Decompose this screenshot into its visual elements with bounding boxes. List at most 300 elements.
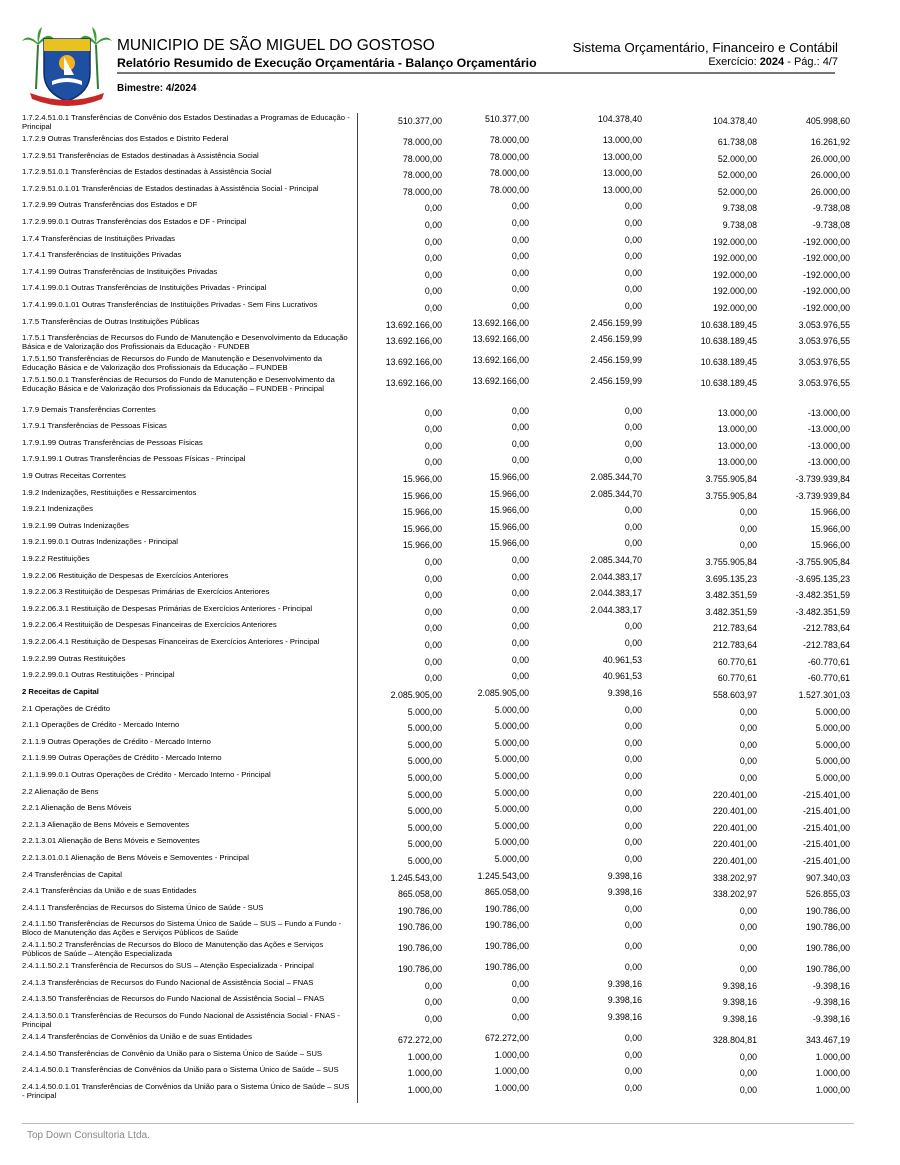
cell-initial-forecast: 5.000,00	[407, 822, 442, 833]
cell-balance: 343.467,19	[805, 1034, 850, 1045]
table-row	[22, 836, 854, 853]
cell-balance: 907.340,03	[805, 872, 850, 883]
table-row	[22, 471, 854, 488]
cell-revenue-to-date: 0,00	[739, 772, 757, 783]
row-description: 2.1.1.9 Outras Operações de Crédito - Mercado Interno	[22, 736, 211, 746]
table-row	[22, 421, 854, 438]
cell-bimester-revenue: 2.085.344,70	[590, 471, 642, 482]
cell-revenue-to-date: 0,00	[739, 943, 757, 954]
row-description: 2.4.1.1.50.2.1 Transferência de Recursos do SUS – Atenção Especializada - Principal	[22, 961, 314, 971]
cell-revenue-to-date: 192.000,00	[712, 302, 757, 313]
cell-revenue-to-date: 13.000,00	[717, 407, 757, 418]
cell-balance: -3.739.939,84	[795, 490, 850, 501]
table-row	[22, 853, 854, 870]
row-description: 2.2 Alienação de Bens	[22, 786, 99, 796]
cell-balance: 1.527.301,03	[798, 689, 850, 700]
column-divider	[357, 687, 358, 704]
cell-bimester-revenue: 0,00	[624, 704, 642, 715]
cell-initial-forecast: 0,00	[424, 557, 442, 568]
column-divider	[357, 604, 358, 621]
cell-updated-forecast: 0,00	[511, 978, 529, 989]
cell-updated-forecast: 13.692.166,00	[472, 334, 529, 345]
cell-initial-forecast: 0,00	[424, 1014, 442, 1025]
cell-bimester-revenue: 0,00	[624, 1066, 642, 1077]
cell-revenue-to-date: 9.398,16	[722, 980, 757, 991]
cell-updated-forecast: 78.000,00	[489, 134, 529, 145]
table-row	[22, 753, 854, 770]
table-row	[22, 250, 854, 267]
table-row	[22, 620, 854, 637]
cell-revenue-to-date: 0,00	[739, 739, 757, 750]
row-description: 1.9.2.2.06.3 Restituição de Despesas Primárias de Exercícios Anteriores	[22, 587, 270, 597]
cell-balance: -3.739.939,84	[795, 473, 850, 484]
cell-revenue-to-date: 61.738,08	[717, 136, 757, 147]
cell-updated-forecast: 15.966,00	[489, 471, 529, 482]
cell-initial-forecast: 0,00	[424, 440, 442, 451]
cell-bimester-revenue: 0,00	[624, 787, 642, 798]
cell-bimester-revenue: 2.456.159,99	[590, 355, 642, 366]
cell-revenue-to-date: 13.000,00	[717, 424, 757, 435]
cell-updated-forecast: 15.966,00	[489, 521, 529, 532]
cell-initial-forecast: 1.000,00	[407, 1068, 442, 1079]
cell-bimester-revenue: 0,00	[624, 405, 642, 416]
column-divider	[357, 421, 358, 438]
cell-revenue-to-date: 60.770,61	[717, 656, 757, 667]
cell-initial-forecast: 190.786,00	[397, 905, 442, 916]
cell-initial-forecast: 190.786,00	[397, 943, 442, 954]
cell-bimester-revenue: 0,00	[624, 422, 642, 433]
cell-balance: 190.786,00	[805, 964, 850, 975]
cell-bimester-revenue: 0,00	[624, 234, 642, 245]
cell-revenue-to-date: 9.738,08	[722, 203, 757, 214]
table-row	[22, 870, 854, 887]
cell-revenue-to-date: 0,00	[739, 507, 757, 518]
cell-revenue-to-date: 104.378,40	[712, 116, 757, 126]
cell-initial-forecast: 5.000,00	[407, 706, 442, 717]
cell-initial-forecast: 5.000,00	[407, 839, 442, 850]
cell-bimester-revenue: 2.044.383,17	[590, 571, 642, 582]
table-row	[22, 654, 854, 671]
cell-initial-forecast: 0,00	[424, 623, 442, 634]
column-divider	[357, 300, 358, 317]
cell-bimester-revenue: 9.398,16	[607, 687, 642, 698]
cell-bimester-revenue: 2.085.344,70	[590, 555, 642, 566]
cell-initial-forecast: 0,00	[424, 302, 442, 313]
column-divider	[357, 454, 358, 471]
cell-bimester-revenue: 0,00	[624, 638, 642, 649]
cell-updated-forecast: 0,00	[511, 671, 529, 682]
cell-bimester-revenue: 0,00	[624, 804, 642, 815]
cell-balance: 1.000,00	[815, 1068, 850, 1079]
table-row	[22, 803, 854, 820]
cell-updated-forecast: 0,00	[511, 251, 529, 262]
cell-initial-forecast: 0,00	[424, 253, 442, 264]
cell-balance: -60.770,61	[807, 673, 850, 684]
cell-bimester-revenue: 0,00	[624, 941, 642, 952]
cell-balance: -60.770,61	[807, 656, 850, 667]
cell-revenue-to-date: 220.401,00	[712, 789, 757, 800]
cell-bimester-revenue: 2.044.383,17	[590, 588, 642, 599]
column-divider	[357, 217, 358, 234]
cell-balance: -3.695.135,23	[795, 573, 850, 584]
cell-balance: 5.000,00	[815, 706, 850, 717]
table-row	[22, 1065, 854, 1082]
row-description: 1.7.5 Transferências de Outras Instituições Públicas	[22, 316, 200, 326]
column-divider	[357, 200, 358, 217]
cell-balance: -9.398,16	[812, 1014, 850, 1025]
column-divider	[357, 803, 358, 820]
cell-updated-forecast: 78.000,00	[489, 168, 529, 179]
cell-bimester-revenue: 2.456.159,99	[590, 317, 642, 328]
cell-updated-forecast: 0,00	[511, 654, 529, 665]
column-divider	[357, 1011, 358, 1032]
cell-updated-forecast: 1.000,00	[494, 1066, 529, 1077]
cell-initial-forecast: 0,00	[424, 457, 442, 468]
cell-revenue-to-date: 192.000,00	[712, 253, 757, 264]
row-description: 2.1 Operações de Crédito	[22, 703, 111, 713]
column-divider	[357, 488, 358, 505]
column-divider	[357, 571, 358, 588]
row-description: 2.4.1.3 Transferências de Recursos do Fundo Nacional de Assistência Social – FNAS	[22, 977, 314, 987]
cell-bimester-revenue: 0,00	[624, 201, 642, 212]
cell-updated-forecast: 1.000,00	[494, 1049, 529, 1060]
cell-updated-forecast: 0,00	[511, 300, 529, 311]
cell-bimester-revenue: 2.456.159,99	[590, 334, 642, 345]
cell-updated-forecast: 0,00	[511, 1012, 529, 1023]
cell-initial-forecast: 190.786,00	[397, 922, 442, 933]
column-divider	[357, 438, 358, 455]
row-description: 1.7.9.1.99 Outras Transferências de Pessoas Físicas	[22, 437, 203, 447]
column-divider	[357, 267, 358, 284]
column-divider	[357, 1032, 358, 1049]
row-description: 1.9.2.2.99.0.1 Outras Restituições - Principal	[22, 670, 175, 680]
cell-revenue-to-date: 220.401,00	[712, 806, 757, 817]
cell-bimester-revenue: 13.000,00	[602, 151, 642, 162]
column-divider	[357, 1049, 358, 1066]
cell-revenue-to-date: 10.638.189,45	[700, 319, 757, 330]
column-divider	[357, 250, 358, 267]
table-row	[22, 405, 854, 422]
cell-revenue-to-date: 328.804,81	[712, 1034, 757, 1045]
table-row	[22, 720, 854, 737]
column-divider	[357, 637, 358, 654]
column-divider	[357, 167, 358, 184]
table-row	[22, 961, 854, 978]
cell-updated-forecast: 1.000,00	[494, 1082, 529, 1093]
row-description: 1.7.2.4.51.0.1 Transferências de Convênio dos Estados Destinadas a Programas de Educação - Principal	[22, 113, 350, 131]
cell-revenue-to-date: 9.738,08	[722, 219, 757, 230]
cell-initial-forecast: 0,00	[424, 424, 442, 435]
cell-updated-forecast: 1.245.543,00	[477, 870, 529, 881]
cell-bimester-revenue: 0,00	[624, 251, 642, 262]
cell-balance: 26.000,00	[810, 153, 850, 164]
row-description: 1.7.2.9.51 Transferências de Estados destinadas à Assistência Social	[22, 150, 259, 160]
cell-updated-forecast: 0,00	[511, 405, 529, 416]
cell-updated-forecast: 78.000,00	[489, 151, 529, 162]
cell-initial-forecast: 5.000,00	[407, 806, 442, 817]
cell-initial-forecast: 1.000,00	[407, 1084, 442, 1095]
row-description: 1.7.4.1.99.0.1 Outras Transferências de Instituições Privadas - Principal	[22, 283, 267, 293]
row-description: 1.9.2.2.06.3.1 Restituição de Despesas Primárias de Exercícios Anteriores - Principal	[22, 603, 313, 613]
cell-initial-forecast: 78.000,00	[402, 136, 442, 147]
table-row	[22, 604, 854, 621]
table-row	[22, 787, 854, 804]
cell-updated-forecast: 2.085.905,00	[477, 687, 529, 698]
cell-balance: 15.966,00	[810, 523, 850, 534]
row-description: 1.7.2.9.99 Outras Transferências dos Estados e DF	[22, 200, 198, 210]
cell-revenue-to-date: 0,00	[739, 756, 757, 767]
cell-balance: 15.966,00	[810, 507, 850, 518]
column-divider	[357, 753, 358, 770]
cell-initial-forecast: 0,00	[424, 573, 442, 584]
cell-initial-forecast: 0,00	[424, 640, 442, 651]
column-divider	[357, 471, 358, 488]
table-row	[22, 454, 854, 471]
cell-revenue-to-date: 10.638.189,45	[700, 336, 757, 347]
table-row	[22, 354, 854, 375]
cell-updated-forecast: 0,00	[511, 455, 529, 466]
cell-balance: -3.755.905,84	[795, 557, 850, 568]
row-description: 2.4.1.3.50.0.1 Transferências de Recursos do Fundo Nacional de Assistência Social - FNAS - Principal	[22, 1011, 340, 1030]
cell-initial-forecast: 510.377,00	[397, 116, 442, 126]
cell-bimester-revenue: 13.000,00	[602, 134, 642, 145]
cell-initial-forecast: 5.000,00	[407, 723, 442, 734]
table-row	[22, 167, 854, 184]
cell-initial-forecast: 672.272,00	[397, 1034, 442, 1045]
row-description: 2.2.1.3 Alienação de Bens Móveis e Semoventes	[22, 819, 190, 829]
table-row	[22, 940, 854, 961]
row-description: 2.1.1 Operações de Crédito - Mercado Interno	[22, 720, 180, 730]
cell-revenue-to-date: 3.482.351,59	[705, 590, 757, 601]
column-divider	[357, 940, 358, 961]
cell-revenue-to-date: 0,00	[739, 922, 757, 933]
header-divider	[117, 72, 835, 74]
row-description: 1.7.9 Demais Transferências Correntes	[22, 404, 156, 414]
column-divider	[357, 994, 358, 1011]
cell-revenue-to-date: 13.000,00	[717, 457, 757, 468]
cell-initial-forecast: 5.000,00	[407, 756, 442, 767]
cell-initial-forecast: 13.692.166,00	[385, 319, 442, 330]
row-description: 1.9.2.1 Indenizações	[22, 504, 93, 514]
cell-initial-forecast: 5.000,00	[407, 739, 442, 750]
cell-revenue-to-date: 220.401,00	[712, 822, 757, 833]
column-divider	[357, 151, 358, 168]
column-divider	[357, 405, 358, 422]
column-divider	[357, 961, 358, 978]
cell-balance: -192.000,00	[803, 286, 850, 297]
exercise-page-info	[708, 56, 838, 68]
table-row	[22, 704, 854, 721]
table-row	[22, 770, 854, 787]
cell-updated-forecast: 13.692.166,00	[472, 317, 529, 328]
column-divider	[357, 587, 358, 604]
row-description: 1.7.2.9 Outras Transferências dos Estados e Distrito Federal	[22, 133, 229, 143]
cell-initial-forecast: 5.000,00	[407, 855, 442, 866]
cell-revenue-to-date: 10.638.189,45	[700, 357, 757, 368]
cell-balance: 5.000,00	[815, 756, 850, 767]
cell-balance: 5.000,00	[815, 739, 850, 750]
column-divider	[357, 234, 358, 251]
table-row	[22, 217, 854, 234]
cell-initial-forecast: 1.245.543,00	[390, 872, 442, 883]
table-row	[22, 234, 854, 251]
cell-bimester-revenue: 9.398,16	[607, 887, 642, 898]
cell-updated-forecast: 5.000,00	[494, 704, 529, 715]
cell-initial-forecast: 15.966,00	[402, 490, 442, 501]
cell-revenue-to-date: 338.202,97	[712, 889, 757, 900]
table-row	[22, 903, 854, 920]
column-divider	[357, 978, 358, 995]
cell-initial-forecast: 0,00	[424, 997, 442, 1008]
cell-updated-forecast: 0,00	[511, 995, 529, 1006]
row-description: 1.7.9.1.99.1 Outras Transferências de Pessoas Físicas - Principal	[22, 454, 246, 464]
cell-bimester-revenue: 9.398,16	[607, 995, 642, 1006]
cell-balance: -3.482.351,59	[795, 606, 850, 617]
table-row	[22, 184, 854, 201]
cell-revenue-to-date: 0,00	[739, 1068, 757, 1079]
cell-initial-forecast: 0,00	[424, 673, 442, 684]
cell-balance: 405.998,60	[805, 116, 850, 126]
table-row	[22, 670, 854, 687]
cell-updated-forecast: 190.786,00	[484, 962, 529, 973]
cell-updated-forecast: 0,00	[511, 217, 529, 228]
cell-initial-forecast: 15.966,00	[402, 540, 442, 551]
cell-bimester-revenue: 2.085.344,70	[590, 488, 642, 499]
cell-updated-forecast: 15.966,00	[489, 538, 529, 549]
cell-balance: 26.000,00	[810, 170, 850, 181]
row-description: 2.1.1.9.99.0.1 Outras Operações de Crédito - Mercado Interno - Principal	[22, 769, 271, 779]
cell-bimester-revenue: 9.398,16	[607, 870, 642, 881]
cell-balance: -215.401,00	[803, 855, 850, 866]
column-divider	[357, 670, 358, 687]
row-description: 1.7.4 Transferências de Instituições Privadas	[22, 233, 175, 243]
cell-bimester-revenue: 0,00	[624, 538, 642, 549]
column-divider	[357, 787, 358, 804]
cell-updated-forecast: 190.786,00	[484, 920, 529, 931]
cell-revenue-to-date: 220.401,00	[712, 839, 757, 850]
cell-bimester-revenue: 0,00	[624, 267, 642, 278]
cell-bimester-revenue: 2.456.159,99	[590, 375, 642, 386]
row-description: 2.4.1.1.50.2 Transferências de Recursos do Bloco de Manutenção das Ações e Serviços Públicos de Saúde – Atenção Especializada	[22, 940, 324, 959]
column-divider	[357, 836, 358, 853]
row-description: 1.7.4.1.99 Outras Transferências de Instituições Privadas	[22, 266, 218, 276]
cell-initial-forecast: 0,00	[424, 407, 442, 418]
column-divider	[357, 283, 358, 300]
table-row	[22, 134, 854, 151]
column-divider	[357, 333, 358, 354]
table-row	[22, 554, 854, 571]
cell-bimester-revenue: 0,00	[624, 217, 642, 228]
cell-balance: -192.000,00	[803, 253, 850, 264]
table-row	[22, 537, 854, 554]
cell-updated-forecast: 5.000,00	[494, 754, 529, 765]
table-row	[22, 333, 854, 354]
cell-revenue-to-date: 212.783,64	[712, 640, 757, 651]
cell-balance: -9.398,16	[812, 980, 850, 991]
cell-revenue-to-date: 13.000,00	[717, 440, 757, 451]
cell-bimester-revenue: 0,00	[624, 1082, 642, 1093]
cell-balance: -13.000,00	[807, 457, 850, 468]
cell-balance: 526.855,03	[805, 889, 850, 900]
cell-updated-forecast: 672.272,00	[484, 1032, 529, 1043]
column-divider	[357, 354, 358, 375]
cell-bimester-revenue: 0,00	[624, 903, 642, 914]
cell-updated-forecast: 5.000,00	[494, 820, 529, 831]
cell-revenue-to-date: 212.783,64	[712, 623, 757, 634]
cell-updated-forecast: 190.786,00	[484, 903, 529, 914]
system-name: Sistema Orçamentário, Financeiro e Contábil	[572, 40, 838, 55]
municipality-name: MUNICIPIO DE SÃO MIGUEL DO GOSTOSO	[117, 37, 435, 54]
cell-balance: -192.000,00	[803, 236, 850, 247]
cell-revenue-to-date: 220.401,00	[712, 855, 757, 866]
cell-initial-forecast: 0,00	[424, 656, 442, 667]
column-divider	[357, 134, 358, 151]
cell-balance: -3.482.351,59	[795, 590, 850, 601]
cell-updated-forecast: 13.692.166,00	[472, 355, 529, 366]
table-row	[22, 994, 854, 1011]
cell-balance: -215.401,00	[803, 806, 850, 817]
cell-initial-forecast: 2.085.905,00	[390, 689, 442, 700]
cell-initial-forecast: 0,00	[424, 236, 442, 247]
cell-revenue-to-date: 3.755.905,84	[705, 490, 757, 501]
row-description: 2.4.1.4.50.0.1.01 Transferências de Convênios da União para o Sistema Único de Saúde – SUS - Principal	[22, 1081, 350, 1100]
row-description: 1.9.2.2.99 Outras Restituições	[22, 653, 126, 663]
municipal-coat-of-arms-logo	[22, 27, 112, 107]
column-divider	[357, 317, 358, 334]
cell-updated-forecast: 5.000,00	[494, 804, 529, 815]
row-description: 2.4 Transferências de Capital	[22, 869, 122, 879]
cell-balance: 3.053.976,55	[798, 377, 850, 388]
row-description: 1.9.2.2 Restituições	[22, 554, 90, 564]
row-description: 1.7.2.9.51.0.1.01 Transferências de Estados destinadas à Assistência Social - Principal	[22, 183, 319, 193]
table-row	[22, 267, 854, 284]
cell-updated-forecast: 5.000,00	[494, 770, 529, 781]
table-row	[22, 488, 854, 505]
cell-revenue-to-date: 60.770,61	[717, 673, 757, 684]
cell-updated-forecast: 0,00	[511, 438, 529, 449]
table-row	[22, 438, 854, 455]
cell-bimester-revenue: 0,00	[624, 853, 642, 864]
cell-revenue-to-date: 52.000,00	[717, 153, 757, 164]
cell-balance: -13.000,00	[807, 407, 850, 418]
cell-revenue-to-date: 3.755.905,84	[705, 557, 757, 568]
table-row	[22, 737, 854, 754]
table-row	[22, 151, 854, 168]
exercise-year: 2024	[759, 56, 785, 68]
table-row	[22, 587, 854, 604]
cell-balance: -13.000,00	[807, 424, 850, 435]
row-description: 1.9.2.2.06.4.1 Restituição de Despesas Financeiras de Exercícios Anteriores - Principal	[22, 637, 320, 647]
column-divider	[357, 184, 358, 201]
cell-revenue-to-date: 10.638.189,45	[700, 377, 757, 388]
cell-bimester-revenue: 0,00	[624, 770, 642, 781]
cell-initial-forecast: 0,00	[424, 590, 442, 601]
column-divider	[357, 521, 358, 538]
exercise-label: Exercício:	[708, 56, 757, 68]
column-divider	[357, 1082, 358, 1103]
cell-bimester-revenue: 40.961,53	[602, 671, 642, 682]
cell-balance: -212.783,64	[803, 623, 850, 634]
cell-balance: 5.000,00	[815, 772, 850, 783]
footer-company: Top Down Consultoria Ltda.	[27, 1130, 150, 1141]
row-description: 1.7.9.1 Transferências de Pessoas Físicas	[22, 421, 167, 431]
cell-bimester-revenue: 0,00	[624, 300, 642, 311]
cell-initial-forecast: 78.000,00	[402, 186, 442, 197]
cell-balance: 5.000,00	[815, 723, 850, 734]
table-row	[22, 200, 854, 217]
cell-revenue-to-date: 338.202,97	[712, 872, 757, 883]
footer-divider	[22, 1123, 854, 1124]
